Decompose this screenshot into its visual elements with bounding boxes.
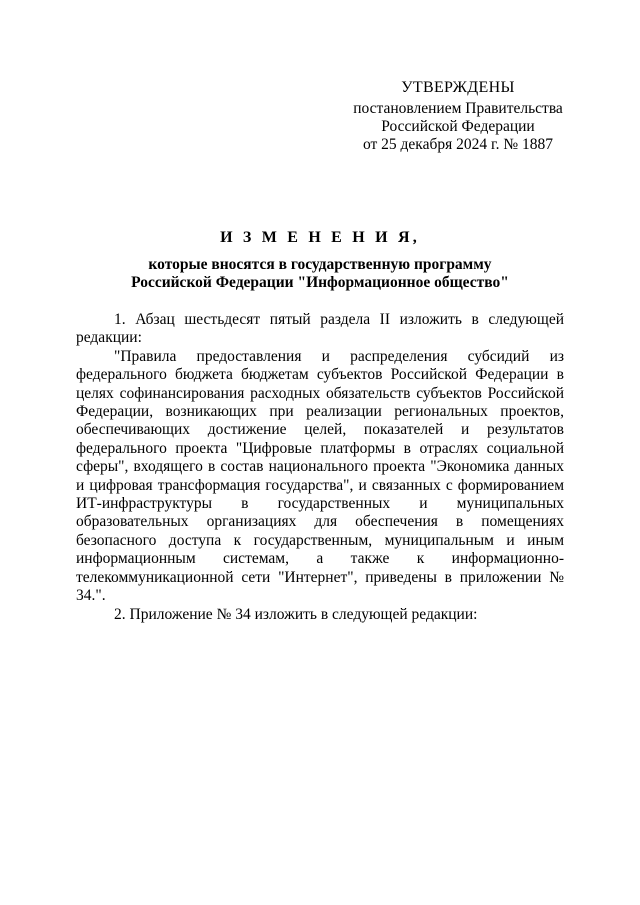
paragraph-2: "Правила предоставления и распределения субсидий из федерального бюджета бюджетам субъектов Российской Федерации в целях софинансирования расходных обязательств субъектов Российской Федерации, возникающих при реализации региональных проектов, обеспечивающих достижение целей, показателей и результатов федерального проекта "Цифровые платформы в отраслях социальной сферы", входящего в состав национального проекта "Экономика данных и цифровая трансформация государства", и связанных с формированием ИТ-инфраструктуры в государственных и муниципальных образовательных организациях для обеспечения в помещениях безопасного доступа к государственным, муниципальным и иным информационным системам, а также к информационно-телекоммуникационной сети "Интернет", приведены в приложении № 34.". bbox=[76, 347, 564, 605]
approval-line-3: от 25 декабря 2024 г. № 1887 bbox=[362, 136, 554, 153]
approval-line-2: Российской Федерации bbox=[381, 118, 535, 135]
approval-line-1: постановлением Правительства bbox=[353, 100, 563, 117]
document-subtitle-line-1: которые вносятся в государственную программу bbox=[148, 256, 492, 273]
document-title: И З М Е Н Е Н И Я, bbox=[220, 229, 420, 246]
document-body bbox=[76, 311, 564, 624]
approval-stamp bbox=[340, 79, 576, 154]
document-subtitle-line-2: Российской Федерации "Информационное общество" bbox=[131, 274, 509, 291]
document-heading bbox=[76, 228, 564, 292]
paragraph-3: 2. Приложение № 34 изложить в следующей редакции: bbox=[114, 605, 478, 623]
approval-heading: УТВЕРЖДЕНЫ bbox=[401, 79, 515, 96]
paragraph-1: 1. Абзац шестьдесят пятый раздела II изложить в следующей редакции: bbox=[76, 311, 564, 347]
